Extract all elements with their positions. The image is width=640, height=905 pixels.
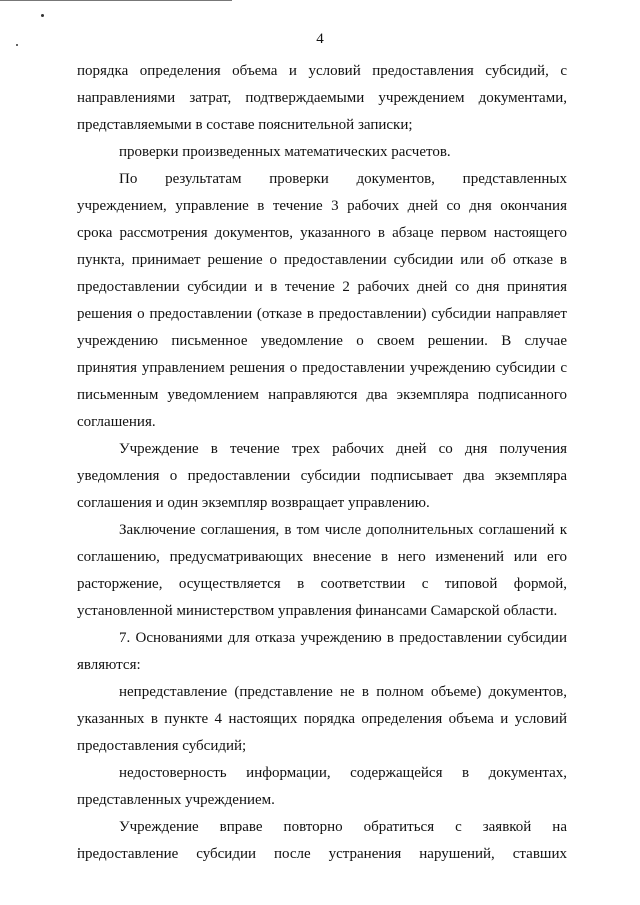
page-number: 4 (316, 31, 324, 47)
text-line: являются: (77, 657, 141, 673)
text-line: проверки произведенных математических расчетов. (119, 144, 451, 160)
text-line: Учреждение в течение трех рабочих дней со дня получения (119, 441, 567, 457)
text-line: указанных в пункте 4 настоящих порядка определения объема и условий (77, 711, 567, 727)
text-line: принятия управлением решения о предоставлении учреждению субсидии с (77, 360, 567, 376)
top-scan-rule (0, 0, 232, 1)
text-line: непредставление (представление не в полном объеме) документов, (119, 684, 567, 700)
text-line: срока рассмотрения документов, указанного в абзаце первом настоящего (77, 225, 567, 241)
text-line: порядка определения объема и условий предоставления субсидий, с (77, 63, 567, 79)
text-line: соглашению, предусматривающих внесение в него изменений или его (77, 549, 567, 565)
text-line: учреждением, управление в течение 3 рабочих дней со дня окончания (77, 198, 567, 214)
text-line: По результатам проверки документов, представленных (119, 171, 567, 187)
text-line: Заключение соглашения, в том числе дополнительных соглашений к (119, 522, 567, 538)
text-line: установленной министерством управления финансами Самарской области. (77, 603, 558, 619)
text-line: предоставление субсидии после устранения нарушений, ставших (77, 846, 567, 862)
scan-speck (41, 14, 44, 17)
text-line: Учреждение вправе повторно обратиться с заявкой на (119, 819, 567, 835)
text-line: предоставлении субсидии и в течение 2 рабочих дней со дня принятия (77, 279, 567, 295)
text-line: расторжение, осуществляется в соответствии с типовой формой, (77, 576, 567, 592)
text-line: предоставления субсидий; (77, 738, 247, 754)
text-line: представляемыми в составе пояснительной записки; (77, 117, 413, 133)
text-line: уведомления о предоставлении субсидии подписывает два экземпляра (77, 468, 567, 484)
text-line: соглашения. (77, 414, 156, 430)
text-line: направлениями затрат, подтверждаемыми учреждением документами, (77, 90, 567, 106)
text-line: решения о предоставлении (отказе в предоставлении) субсидии направляет (77, 306, 567, 322)
text-line: недостоверность информации, содержащейся в документах, (119, 765, 567, 781)
text-line: учреждению письменное уведомление о своем решении. В случае (77, 333, 567, 349)
text-line: пункта, принимает решение о предоставлении субсидии или об отказе в (77, 252, 567, 268)
text-line: письменным уведомлением направляются два экземпляра подписанного (77, 387, 567, 403)
text-line: соглашения и один экземпляр возвращает управлению. (77, 495, 430, 511)
text-line: 7. Основаниями для отказа учреждению в предоставлении субсидии (119, 630, 567, 646)
text-line: представленных учреждением. (77, 792, 275, 808)
